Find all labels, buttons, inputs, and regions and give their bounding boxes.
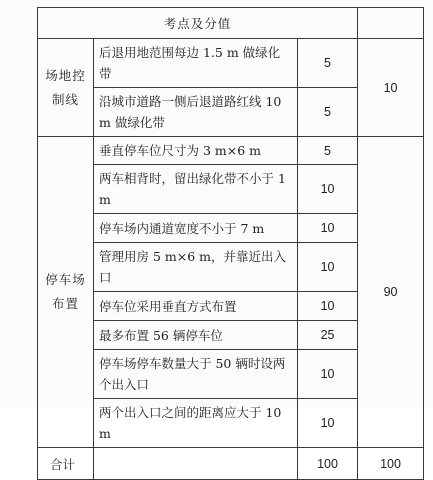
section-name-line: 场地控 — [45, 67, 86, 83]
section-name-line: 制线 — [51, 91, 79, 107]
total-empty-cell — [94, 448, 298, 480]
section-name-parking-layout — [38, 137, 94, 448]
table-row — [38, 39, 424, 88]
item-score: 10 — [298, 214, 358, 243]
item-text: 停车位采用垂直方式布置 — [94, 292, 298, 321]
total-subtotal: 100 — [358, 448, 424, 480]
item-text: 后退用地范围每边 1.5 m 做绿化带 — [94, 39, 298, 88]
item-score: 10 — [298, 243, 358, 292]
item-score: 5 — [298, 39, 358, 88]
item-text: 两车相背时，留出绿化带不小于 1 m — [94, 165, 298, 214]
section-name-line: 布置 — [51, 296, 79, 311]
table-row — [38, 137, 424, 165]
header-row — [38, 8, 424, 39]
item-text: 停车场内通道宽度不小于 7 m — [94, 214, 298, 243]
item-text: 两个出入口之间的距离应大于 10 m — [94, 399, 298, 448]
item-score: 5 — [298, 88, 358, 137]
score-table — [37, 7, 424, 480]
section-subtotal: 90 — [358, 137, 424, 448]
item-score: 10 — [298, 350, 358, 399]
item-text: 沿城市道路一侧后退道路红线 10 m 做绿化带 — [94, 88, 298, 137]
section-name-site-control — [38, 39, 94, 137]
item-score: 25 — [298, 321, 358, 350]
section-subtotal: 10 — [358, 39, 424, 137]
section-name-line: 停车场 — [45, 272, 86, 287]
item-text: 管理用房 5 m×6 m，并靠近出入口 — [94, 243, 298, 292]
item-text: 最多布置 56 辆停车位 — [94, 321, 298, 350]
total-row — [38, 448, 424, 480]
total-label: 合计 — [38, 448, 94, 480]
total-score: 100 — [298, 448, 358, 480]
item-score: 5 — [298, 137, 358, 165]
item-score: 10 — [298, 399, 358, 448]
item-score: 10 — [298, 292, 358, 321]
table-header-cell: 考点及分值 — [38, 8, 358, 39]
item-score: 10 — [298, 165, 358, 214]
item-text: 垂直停车位尺寸为 3 m×6 m — [94, 137, 298, 165]
header-empty-cell — [358, 8, 424, 39]
item-text: 停车场停车数量大于 50 辆时设两个出入口 — [94, 350, 298, 399]
